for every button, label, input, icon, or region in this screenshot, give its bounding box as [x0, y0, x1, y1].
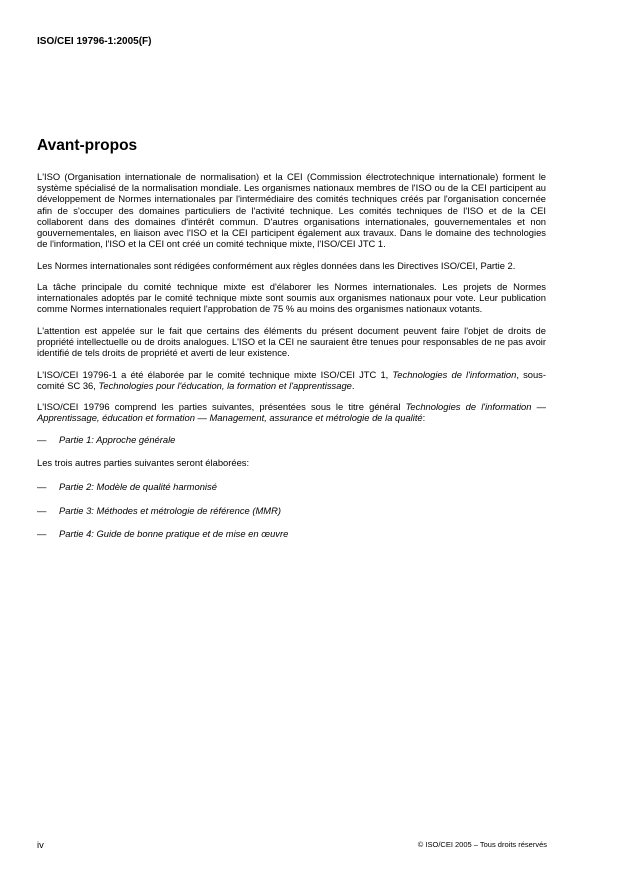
paragraph-committee: L'ISO/CEI 19796-1 a été élaborée par le comité technique mixte ISO/CEI JTC 1, Technologies de l'information, sous-comité SC 36, Technologies pour l'éducation, la formation et l'apprentissage. [37, 368, 546, 391]
list-item-part-1: — Partie 1: Approche générale [37, 433, 176, 445]
em-dash-bullet: — [37, 480, 47, 492]
list-item-part-2: — Partie 2: Modèle de qualité harmonisé [37, 480, 217, 492]
foreword-body [37, 171, 546, 552]
paragraph-patent-rights: L'attention est appelée sur le fait que certains des éléments du présent document peuvent faire l'objet de droits de propriété intellectuelle ou de droits analogues. L'ISO et la CEI ne sauraient être tenues pour responsables de ne pas avoir identifié de tels droits de propriété et averti de leur existence. [37, 324, 546, 359]
em-dash-bullet: — [37, 528, 47, 540]
list-item-part-3: — Partie 3: Méthodes et métrologie de référence (MMR) [37, 504, 281, 516]
copyright-notice: © ISO/CEI 2005 – Tous droits réservés [417, 840, 547, 849]
paragraph-main-task: La tâche principale du comité technique mixte est d'élaborer les Normes internationales. Les projets de Normes internationales adoptés par le comité technique mixte sont soumis aux organismes nationaux pour vote. Leur publication comme Normes internationales requiert l'approbation de 75 % au moins des organismes nationaux votants. [37, 281, 546, 315]
future-parts-intro: Les trois autres parties suivantes seront élaborées: [37, 457, 250, 469]
page-number: iv [37, 839, 44, 850]
list-item-part-4: — Partie 4: Guide de bonne pratique et de mise en œuvre [37, 528, 289, 540]
em-dash-bullet: — [37, 504, 47, 516]
paragraph-directives: Les Normes internationales sont rédigées conformément aux règles données dans les Directives ISO/CEI, Partie 2. [37, 259, 516, 271]
section-title: Avant-propos [37, 137, 138, 154]
paragraph-parts-intro: L'ISO/CEI 19796 comprend les parties suivantes, présentées sous le titre général Technologies de l'information — Apprentissage, éducation et formation — Management, assurance et métrologie de la qualité: [37, 401, 546, 424]
paragraph-iso-cei-intro: L'ISO (Organisation internationale de normalisation) et la CEI (Commission électrotechnique internationale) forment le système spécialisé de la normalisation mondiale. Les organismes nationaux membres de l'ISO ou de la CEI participent au développement de Normes internationales par l'intermédiaire des comités techniques créés par l'organisation concernée afin de s'occuper des domaines particuliers de l'activité technique. Les comités techniques de l'ISO et de la CEI collaborent dans des domaines d'intérêt commun. D'autres organisations internationales, gouvernementales et non gouvernementales, en liaison avec l'ISO et la CEI participent également aux travaux. Dans le domaine des technologies de l'information, l'ISO et la CEI ont créé un comité technique mixte, l'ISO/CEI JTC 1. [37, 171, 546, 250]
em-dash-bullet: — [37, 433, 47, 445]
document-id-header: ISO/CEI 19796-1:2005(F) [37, 36, 152, 47]
